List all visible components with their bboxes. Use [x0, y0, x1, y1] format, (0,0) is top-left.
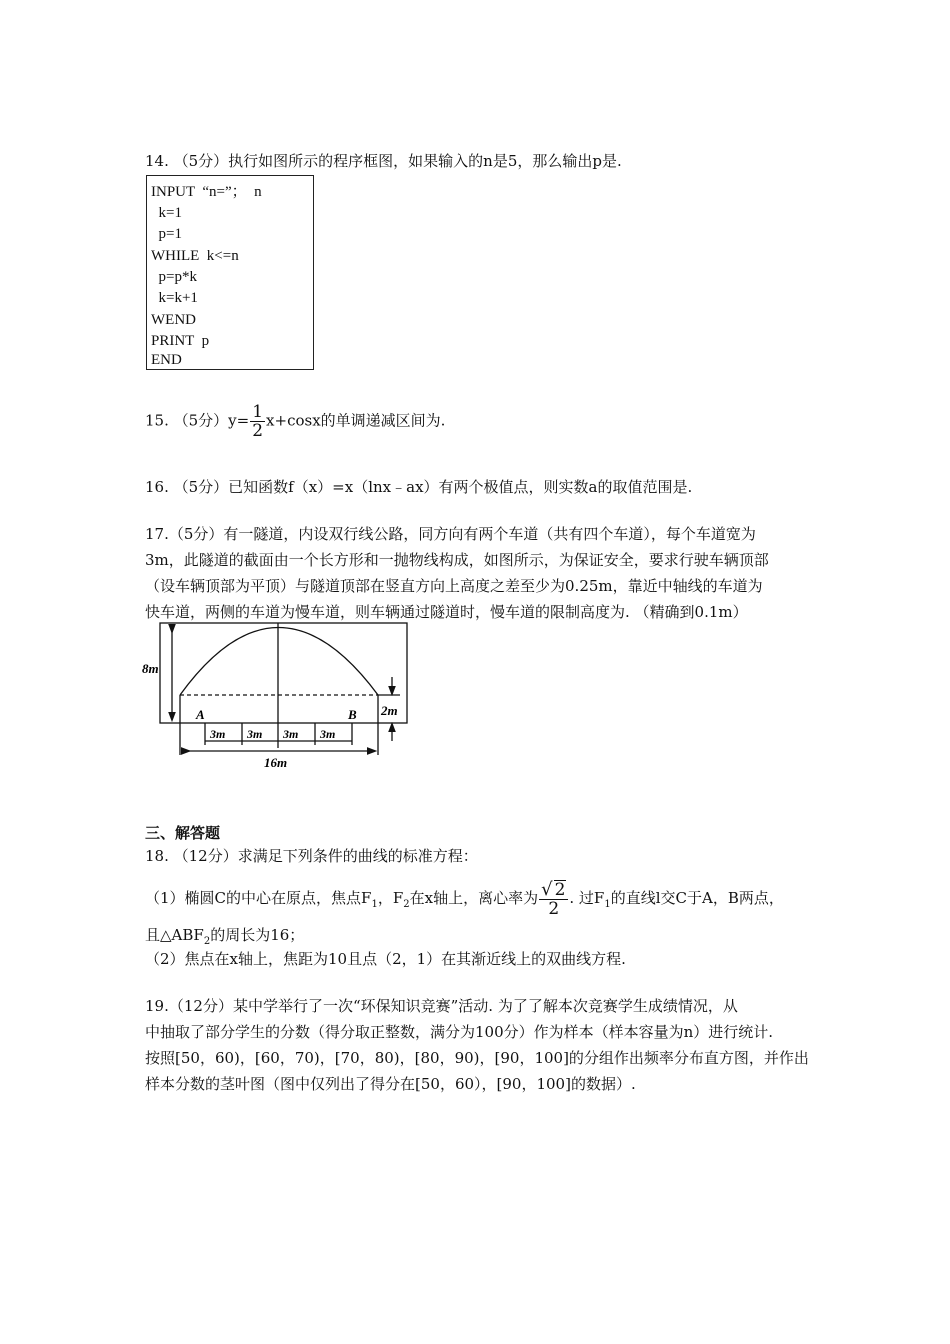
label-B: B	[348, 707, 357, 722]
code-line: k=k+1	[151, 290, 198, 306]
code-line: k=1	[151, 205, 182, 221]
q18-part1	[145, 880, 784, 918]
code-line: WHILE k<=n	[151, 248, 239, 264]
label-lane: 3m	[247, 727, 263, 741]
program-code-box	[146, 175, 314, 370]
code-line: p=1	[151, 226, 182, 242]
label-8m: 8m	[142, 661, 159, 676]
q15-prefix: 15. （5分）y=	[145, 411, 250, 430]
code-line: INPUT “n=”； n	[151, 184, 262, 200]
q17-line: 17.（5分）有一隧道，内设双行线公路，同方向有两个车道（共有四个车道），每个车道宽为	[145, 525, 756, 543]
q17-line: 快车道，两侧的车道为慢车道，则车辆通过隧道时，慢车道的限制高度为. （精确到0.1m）	[145, 603, 748, 621]
text-run: （1）椭圆C的中心在原点，焦点F	[145, 889, 372, 907]
sqrt-value: 2	[554, 880, 566, 900]
tunnel-parabola	[180, 628, 378, 696]
q19-line: 中抽取了部分学生的分数（得分取正整数，满分为100分）作为样本（样本容量为n）进行统计.	[145, 1023, 774, 1041]
text-run: 且△ABF	[145, 926, 204, 944]
label-16m: 16m	[264, 755, 288, 770]
text-run: ，F	[377, 889, 404, 907]
label-lane: 3m	[283, 727, 299, 741]
label-lane: 3m	[320, 727, 336, 741]
subscript: 2	[403, 899, 410, 910]
text-run: 的周长为16；	[210, 926, 305, 944]
text-run: 的直线l交C于A，B两点，	[610, 889, 784, 907]
fraction-denominator: 2	[548, 899, 560, 919]
q18-intro: 18. （12分）求满足下列条件的曲线的标准方程：	[145, 847, 478, 865]
q18-part2: （2）焦点在x轴上，焦距为10且点（2，1）在其渐近线上的双曲线方程.	[145, 950, 626, 968]
code-line: END	[151, 352, 182, 368]
tunnel-diagram	[140, 615, 420, 770]
subscript: 2	[203, 936, 211, 947]
label-2m: 2m	[381, 703, 398, 718]
subscript: 1	[604, 899, 611, 910]
code-line: WEND	[151, 312, 196, 328]
q19-line: 19.（12分）某中学举行了一次“环保知识竞赛”活动. 为了了解本次竞赛学生成绩情况，从	[145, 997, 738, 1015]
code-line: PRINT p	[151, 333, 210, 349]
q19-line: 按照[50，60)，[60，70)，[70，80)，[80，90)，[90，100]的分组作出频率分布直方图，并作出	[145, 1049, 809, 1067]
code-line: p=p*k	[151, 269, 197, 285]
text-run: . 过F	[569, 889, 605, 907]
label-A: A	[196, 707, 205, 722]
label-lane: 3m	[210, 727, 226, 741]
q17-line: （设车辆顶部为平顶）与隧道顶部在竖直方向上高度之差至少为0.25m，靠近中轴线的车道为	[145, 577, 763, 595]
fraction	[250, 403, 265, 440]
section-title: 三、解答题	[145, 824, 221, 842]
q14-text: 14. （5分）执行如图所示的程序框图，如果输入的n是5，那么输出p是.	[145, 152, 622, 170]
q19-line: 样本分数的茎叶图（图中仅列出了得分在[50，60），[90，100]的数据）.	[145, 1075, 636, 1093]
q17-line: 3m，此隧道的截面由一个长方形和一抛物线构成，如图所示，为保证安全，要求行驶车辆顶部	[145, 551, 769, 569]
fraction-numerator	[539, 880, 568, 900]
subscript: 1	[371, 899, 378, 910]
text-run: 在x轴上，离心率为	[409, 889, 539, 907]
q15-text	[145, 403, 445, 440]
q15-suffix: x+cosx的单调递减区间为.	[266, 411, 446, 430]
fraction-denominator: 2	[252, 421, 264, 441]
fraction-numerator: 1	[252, 402, 264, 422]
fraction	[539, 880, 568, 918]
q16-text: 16. （5分）已知函数f（x）=x（lnx﹣ax）有两个极值点，则实数a的取值范围是.	[145, 478, 693, 496]
sqrt-sign: √	[541, 879, 553, 900]
